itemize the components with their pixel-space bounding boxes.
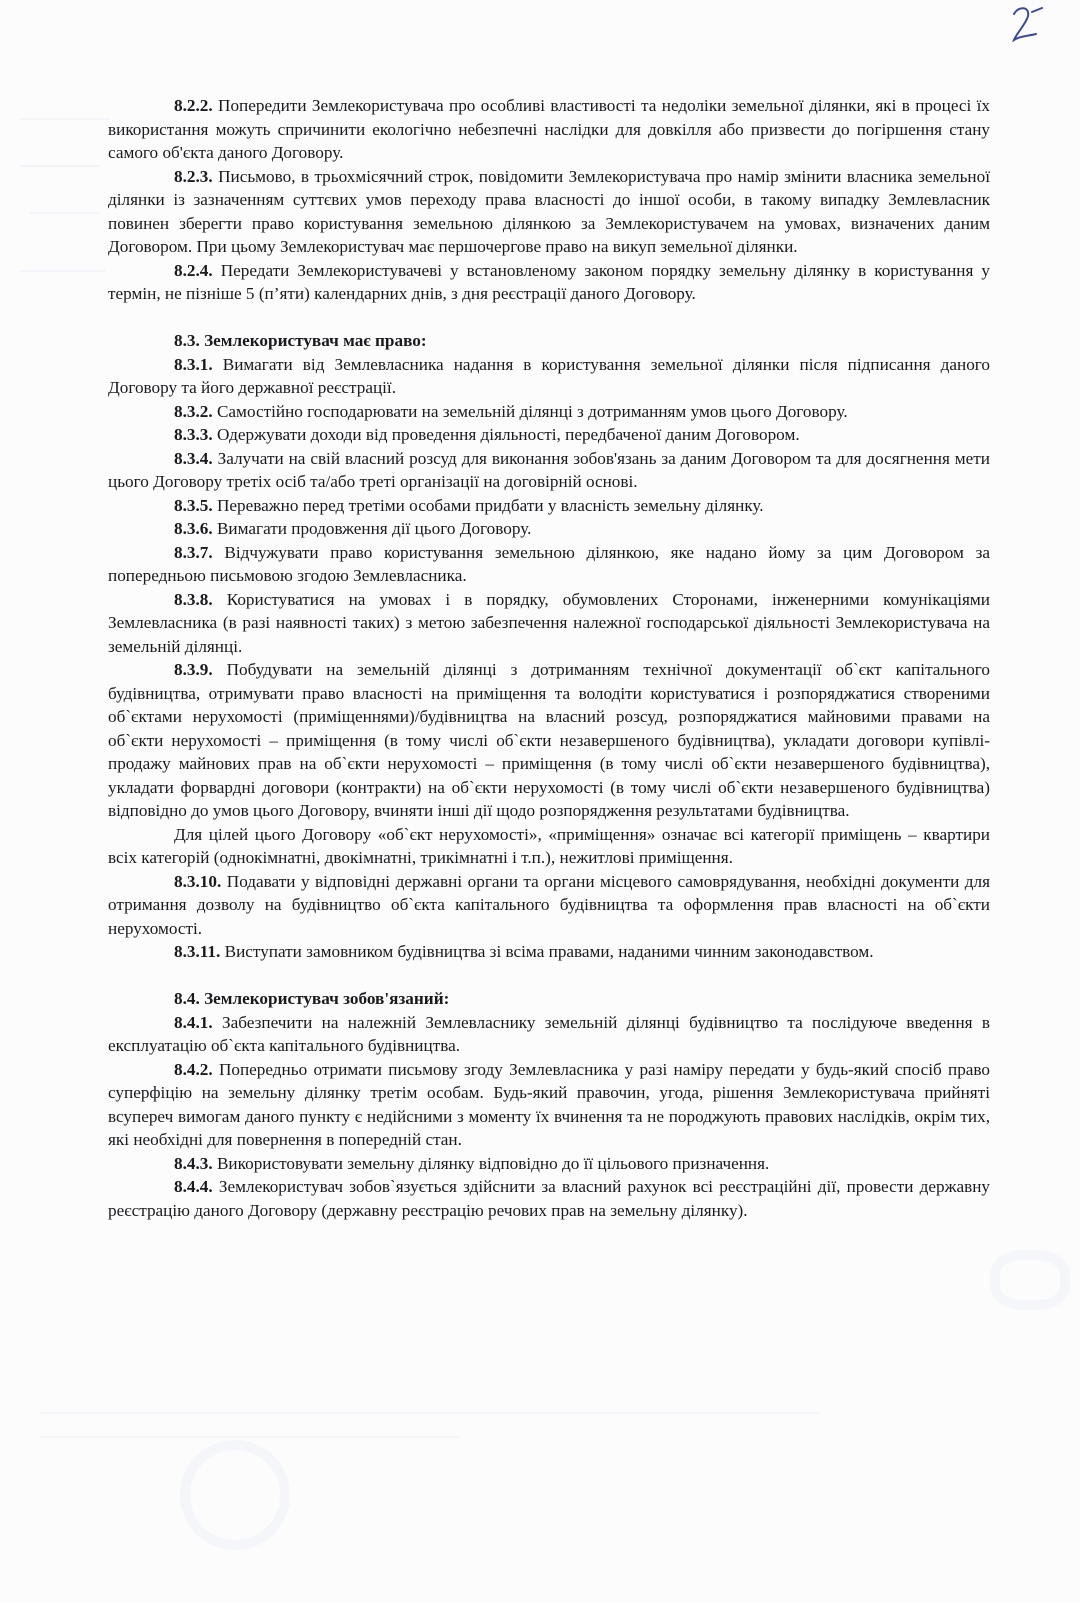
clause-text: Попередньо отримати письмову згоду Землевласника у разі наміру передати у будь-який спосіб право суперфіцію на земельну ділянку третім особам. Будь-який правочин, угода, рішення Землекористувача прийняті всупереч вимогам даного пункту є недійсними з моменту їх вчинення та не породжують правових наслідків, окрім тих, які необхідні для повернення в попередній стан.	[108, 1059, 991, 1149]
clause-number: 8.4.1.	[174, 1012, 213, 1032]
clause-text: Для цілей цього Договору «об`єкт нерухомості», «приміщення» означає всі категорії приміщень – квартири всіх категорій (однокімнатні, двокімнатні, трикімнатні і т.п.), нежитлові приміщення.	[108, 824, 990, 867]
clause-number: 8.3.7.	[174, 542, 213, 562]
clause-paragraph	[108, 353, 990, 400]
clause-paragraph	[108, 1175, 990, 1222]
clause-text: Вимагати продовження дії цього Договору.	[216, 519, 532, 538]
clause-text: Письмово, в трьохмісячний строк, повідомити Землекористувача про намір змінити власника земельної ділянки із зазначенням суттєвих умов переходу права власності до іншої особи, в такому випадку Землевласник повинен зберегти право користування земельною ділянкою за Землекористувачем на умовах, визначених даним Договором. При цьому Землекористувач має першочергове право на викуп земельної ділянки.	[108, 166, 990, 256]
section-8-4	[108, 987, 990, 1222]
bleed-through-line	[20, 270, 105, 272]
clause-paragraph	[108, 165, 990, 259]
clause-number: 8.3.10.	[174, 871, 222, 891]
document-page	[108, 94, 990, 1222]
clause-paragraph	[108, 1058, 990, 1152]
clause-text: Залучати на свій власний розсуд для виконання зобов'язань за даним Договором та для досягнення мети цього Договору третіх осіб та/або треті організації на договірній основі.	[108, 448, 990, 491]
clause-number: 8.3.5.	[174, 495, 213, 515]
section-heading: 8.4. Землекористувач зобов'язаний:	[174, 989, 450, 1008]
clause-text: Землекористувач зобов`язується здійснити за власний рахунок всі реєстраційні дії, провести державну реєстрацію даного Договору (державну реєстрацію речових прав на земельну ділянку).	[108, 1177, 991, 1220]
clause-paragraph	[108, 1011, 990, 1058]
clause-paragraph	[108, 658, 990, 823]
clause-number: 8.4.2.	[174, 1059, 213, 1079]
clause-number: 8.4.4.	[174, 1177, 213, 1196]
stamp-bleed-through	[180, 1440, 290, 1550]
clause-paragraph	[108, 517, 990, 541]
section-8-3	[108, 329, 990, 964]
clause-number: 8.3.4.	[174, 448, 213, 468]
clause-number: 8.3.2.	[174, 401, 213, 421]
clause-text: Побудувати на земельній ділянці з дотриманням технічної документації об`єкт капітального будівництва, отримувати право власності на приміщення та володіти користуватися і розпоряджатися створеними об`єктами нерухомості (приміщеннями)/будівництва на власний розсуд, розпоряджатися майновими правами на об`єкти нерухомості – приміщення (в тому числі об`єкти незавершеного будівництва), укладати договори купівлі-продажу майнових прав на об`єкти нерухомості – приміщення (в тому числі об`єкти незавершеного будівництва), укладати форвардні договори (контракти) на об`єкти нерухомості (в тому числі об`єкти незавершеного будівництва) відповідно до умов цього Договору, вчиняти інші дії щодо розпорядження результатами будівництва.	[108, 660, 991, 820]
clause-number: 8.3.9.	[174, 660, 213, 679]
clause-number: 8.3.8.	[174, 589, 213, 609]
bleed-through-line	[20, 165, 100, 167]
clause-paragraph	[108, 494, 990, 518]
clause-paragraph	[108, 400, 990, 424]
clause-paragraph	[108, 870, 990, 941]
clause-paragraph	[108, 823, 990, 870]
clause-number: 8.2.2.	[174, 96, 213, 115]
clause-text: Виступати замовником будівництва зі всіма правами, наданими чинним законодавством.	[224, 942, 874, 961]
section-heading: 8.3. Землекористувач має право:	[174, 331, 427, 350]
clause-text: Користуватися на умовах і в порядку, обумовлених Сторонами, інженерними комунікаціями Землевласника (в разі наявності таких) з метою забезпечення належної господарської діяльності Землекористувача на земельній ділянці.	[108, 589, 990, 656]
clause-paragraph	[108, 541, 990, 588]
stamp-bleed-through	[990, 1250, 1070, 1310]
clause-number: 8.3.6.	[174, 519, 213, 538]
clause-paragraph	[108, 423, 990, 447]
clause-number: 8.3.3.	[174, 425, 213, 444]
clause-text: Вимагати від Землевласника надання в користування земельної ділянки після підписання даного Договору та його державної реєстрації.	[108, 354, 991, 397]
clause-paragraph	[108, 940, 990, 964]
handwritten-page-number	[1006, 4, 1046, 44]
clause-text: Забезпечити на належній Землевласнику земельній ділянці будівництво та послідуюче введення в експлуатацію об`єкта капітального будівництва.	[108, 1012, 990, 1055]
clause-number: 8.3.1.	[174, 354, 213, 374]
clause-text: Передати Землекористувачеві у встановленому законом порядку земельну ділянку в користування у термін, не пізніше 5 (п’яти) календарних днів, з дня реєстрації даного Договору.	[108, 260, 991, 303]
clause-number: 8.3.11.	[174, 942, 221, 961]
section-8-2	[108, 94, 990, 306]
section-spacer	[108, 964, 990, 988]
bleed-through-line	[40, 1412, 820, 1414]
clause-paragraph	[108, 259, 990, 306]
clause-paragraph	[108, 447, 990, 494]
clause-text: Подавати у відповідні державні органи та органи місцевого самоврядування, необхідні документи для отримання дозволу на будівництво об`єкта капітального будівництва та оформлення прав власності на об`єкти нерухомості.	[108, 871, 991, 938]
clause-paragraph	[108, 1152, 990, 1176]
clause-text: Одержувати доходи від проведення діяльності, передбаченої даним Договором.	[216, 425, 800, 444]
bleed-through-line	[20, 118, 110, 120]
section-spacer	[108, 306, 990, 330]
clause-text: Переважно перед третіми особами придбати у власність земельну ділянку.	[216, 495, 764, 515]
clause-text: Самостійно господарювати на земельній ділянці з дотриманням умов цього Договору.	[216, 401, 848, 421]
clause-number: 8.2.4.	[174, 260, 213, 280]
clause-number: 8.4.3.	[174, 1153, 213, 1173]
clause-paragraph	[108, 94, 990, 165]
clause-number: 8.2.3.	[174, 166, 213, 186]
clause-text: Попередити Землекористувача про особливі властивості та недоліки земельної ділянки, які в процесі їх використання можуть спричинити екологічно небезпечні наслідки для довкілля або призвести до погіршення стану самого об'єкта даного Договору.	[108, 96, 990, 162]
bleed-through-line	[40, 1436, 460, 1438]
bleed-through-line	[30, 212, 100, 214]
clause-text: Використовувати земельну ділянку відповідно до її цільового призначення.	[216, 1153, 770, 1173]
clause-paragraph	[108, 588, 990, 659]
clause-text: Відчужувати право користування земельною ділянкою, яке надано йому за цим Договором за попередньою письмовою згодою Землевласника.	[108, 542, 990, 585]
